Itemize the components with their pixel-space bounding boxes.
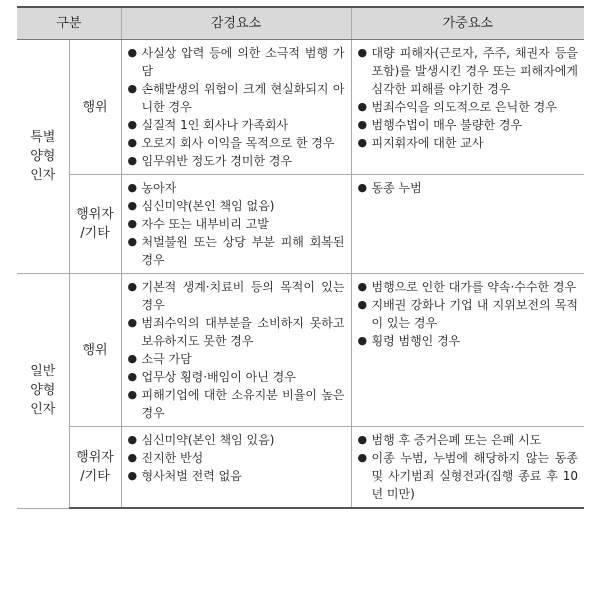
bullet-icon: ●	[127, 388, 138, 401]
factor-text: 피해기업에 대한 소유지분 비율이 높은 경우	[141, 388, 345, 420]
list-item	[128, 116, 345, 134]
bullet-icon: ●	[127, 352, 138, 365]
factor-text: 범행수법이 매우 불량한 경우	[371, 118, 523, 132]
list-item	[358, 449, 579, 503]
list-item	[128, 179, 345, 197]
factor-text: 기본적 생계·치료비 등의 목적이 있는 경우	[141, 280, 345, 312]
factor-list	[358, 179, 579, 197]
factor-text: 임무위반 정도가 경미한 경우	[141, 154, 293, 168]
group-label-special: 특별 양형 인자	[17, 40, 69, 274]
factor-text: 손해발생의 위험이 크게 현실화되지 아니한 경우	[141, 82, 345, 114]
mitigating-cell	[121, 274, 351, 427]
mitigating-cell	[121, 175, 351, 274]
aggravating-cell	[351, 175, 584, 274]
bullet-icon: ●	[127, 235, 138, 248]
bullet-icon: ●	[127, 136, 138, 149]
list-item	[358, 332, 579, 350]
bullet-icon: ●	[127, 469, 138, 482]
factor-text: 이종 누범, 누범에 해당하지 않는 동종 및 사기범죄 실형전과(집행 종료 후 10년 미만)	[371, 451, 578, 501]
factor-text: 동종 누범	[371, 181, 422, 195]
header-category: 구분	[17, 7, 121, 40]
header-aggravating: 가중요소	[351, 7, 584, 40]
bullet-icon: ●	[127, 370, 138, 383]
table-row	[17, 274, 584, 427]
bullet-icon: ●	[357, 280, 368, 293]
bullet-icon: ●	[357, 451, 368, 464]
list-item	[128, 197, 345, 215]
bullet-icon: ●	[357, 100, 368, 113]
factor-text: 처벌불원 또는 상당 부분 피해 회복된 경우	[141, 235, 345, 267]
list-item	[358, 134, 579, 152]
list-item	[128, 278, 345, 314]
factor-text: 피지휘자에 대한 교사	[371, 136, 484, 150]
factor-list	[358, 44, 579, 152]
factor-text: 심신미약(본인 책임 없음)	[141, 199, 275, 213]
factor-text: 자수 또는 내부비리 고발	[141, 217, 269, 231]
list-item	[358, 179, 579, 197]
list-item	[358, 44, 579, 98]
list-item	[128, 350, 345, 368]
bullet-icon: ●	[357, 298, 368, 311]
list-item	[128, 233, 345, 269]
factor-text: 오로지 회사 이익을 목적으로 한 경우	[141, 136, 335, 150]
factor-text: 사실상 압력 등에 의한 소극적 범행 가담	[141, 46, 345, 78]
factor-text: 진지한 반성	[141, 451, 204, 465]
list-item	[128, 152, 345, 170]
sentencing-factors-table	[17, 6, 584, 509]
factor-text: 업무상 횡령·배임이 아닌 경우	[141, 370, 296, 384]
factor-text: 범죄수익을 의도적으로 은닉한 경우	[371, 100, 557, 114]
header-row	[17, 7, 584, 40]
list-item	[128, 467, 345, 485]
factor-list	[358, 431, 579, 503]
factor-text: 지배권 강화나 기업 내 지위보전의 목적이 있는 경우	[371, 298, 578, 330]
group-label-general: 일반 양형 인자	[17, 274, 69, 509]
bullet-icon: ●	[357, 433, 368, 446]
list-item	[358, 278, 579, 296]
table-row	[17, 175, 584, 274]
bullet-icon: ●	[127, 199, 138, 212]
bullet-icon: ●	[127, 217, 138, 230]
table-row	[17, 427, 584, 509]
bullet-icon: ●	[127, 280, 138, 293]
factor-text: 소극 가담	[141, 352, 192, 366]
list-item	[358, 98, 579, 116]
list-item	[358, 431, 579, 449]
subcategory-label: 행위	[69, 40, 121, 175]
mitigating-cell	[121, 40, 351, 175]
list-item	[128, 215, 345, 233]
factor-text: 심신미약(본인 책임 있음)	[141, 433, 275, 447]
bullet-icon: ●	[127, 451, 138, 464]
mitigating-cell	[121, 427, 351, 509]
aggravating-cell	[351, 427, 584, 509]
bullet-icon: ●	[357, 46, 368, 59]
bullet-icon: ●	[357, 181, 368, 194]
factor-list	[128, 44, 345, 170]
header-mitigating: 감경요소	[121, 7, 351, 40]
factor-text: 횡령 범행인 경우	[371, 334, 461, 348]
factor-text: 범행 후 증거은폐 또는 은폐 시도	[371, 433, 542, 447]
list-item	[128, 431, 345, 449]
list-item	[128, 314, 345, 350]
factor-text: 형사처벌 전력 없음	[141, 469, 242, 483]
bullet-icon: ●	[357, 136, 368, 149]
list-item	[128, 134, 345, 152]
list-item	[128, 386, 345, 422]
factor-list	[128, 431, 345, 485]
bullet-icon: ●	[127, 433, 138, 446]
subcategory-label: 행위자 /기타	[69, 427, 121, 509]
list-item	[128, 80, 345, 116]
bullet-icon: ●	[357, 118, 368, 131]
bullet-icon: ●	[127, 118, 138, 131]
factor-text: 범행으로 인한 대가를 약속·수수한 경우	[371, 280, 577, 294]
factor-text: 실질적 1인 회사나 가족회사	[141, 118, 289, 132]
list-item	[128, 368, 345, 386]
factor-text: 대량 피해자(근로자, 주주, 채권자 등을 포함)를 발생시킨 경우 또는 피해자에게 심각한 피해를 야기한 경우	[371, 46, 578, 96]
factor-text: 농아자	[141, 181, 177, 195]
bullet-icon: ●	[127, 82, 138, 95]
bullet-icon: ●	[127, 181, 138, 194]
factor-text: 범죄수익의 대부분을 소비하지 못하고 보유하지도 못한 경우	[141, 316, 345, 348]
list-item	[358, 296, 579, 332]
subcategory-label: 행위	[69, 274, 121, 427]
list-item	[128, 449, 345, 467]
table-row	[17, 40, 584, 175]
bullet-icon: ●	[127, 154, 138, 167]
bullet-icon: ●	[127, 316, 138, 329]
subcategory-label: 행위자 /기타	[69, 175, 121, 274]
list-item	[128, 44, 345, 80]
factor-list	[128, 179, 345, 269]
aggravating-cell	[351, 40, 584, 175]
factor-list	[358, 278, 579, 350]
list-item	[358, 116, 579, 134]
aggravating-cell	[351, 274, 584, 427]
factor-list	[128, 278, 345, 422]
bullet-icon: ●	[127, 46, 138, 59]
bullet-icon: ●	[357, 334, 368, 347]
